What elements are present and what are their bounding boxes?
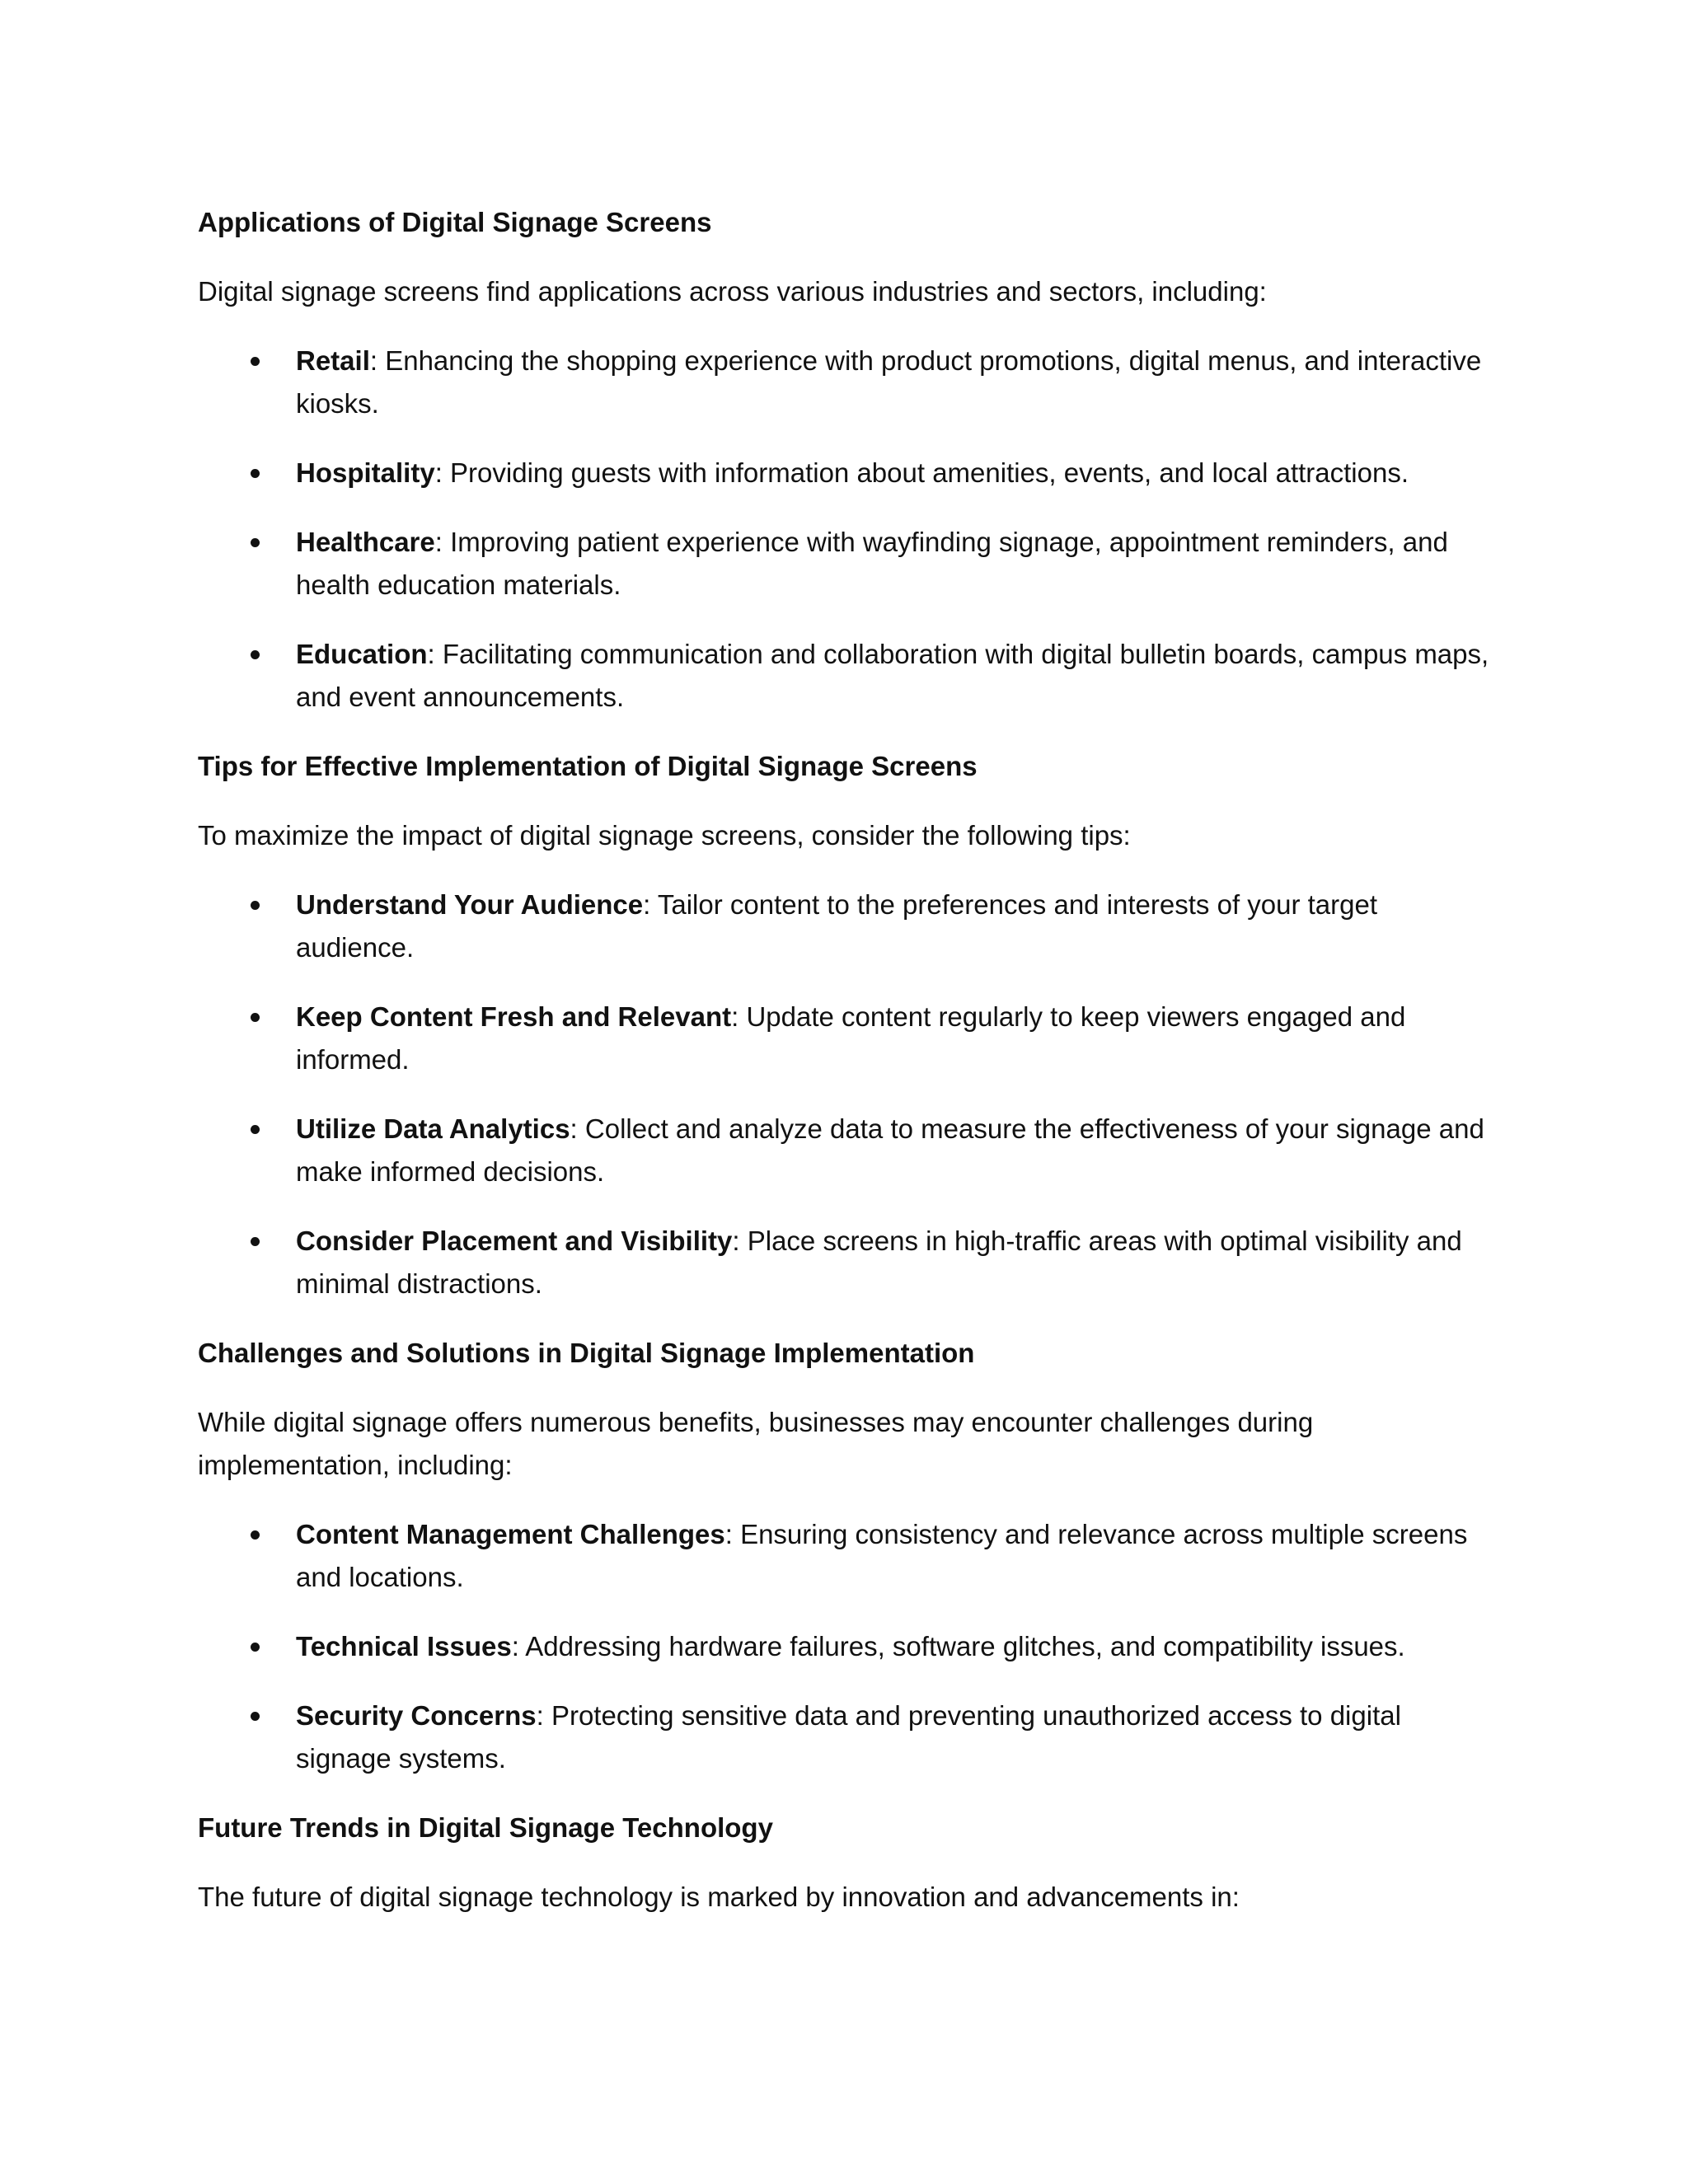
item-text: : Enhancing the shopping experience with product promotions, digital menus, and interactive kiosks. [296, 345, 1482, 419]
bullet-list [198, 340, 1500, 719]
list-item [296, 521, 1500, 607]
bullet-icon [251, 1712, 260, 1721]
section-heading: Challenges and Solutions in Digital Signage Implementation [198, 1338, 975, 1368]
item-text: : Addressing hardware failures, software glitches, and compatibility issues. [511, 1631, 1405, 1661]
item-term: Retail [296, 345, 370, 376]
section-heading: Tips for Effective Implementation of Digital Signage Screens [198, 751, 978, 781]
item-text: : Ensuring consistency and relevance across multiple screens and locations. [296, 1519, 1468, 1592]
item-text: : Protecting sensitive data and preventing unauthorized access to digital signage systems. [296, 1700, 1401, 1774]
item-term: Consider Placement and Visibility [296, 1226, 733, 1256]
bullet-icon [251, 1643, 260, 1652]
item-term: Healthcare [296, 527, 435, 557]
section-intro: To maximize the impact of digital signage screens, consider the following tips: [198, 820, 1131, 851]
item-term: Education [296, 639, 428, 669]
bullet-icon [251, 538, 260, 547]
list-item [296, 633, 1500, 719]
item-term: Keep Content Fresh and Relevant [296, 1001, 732, 1032]
item-text: : Update content regularly to keep viewers engaged and informed. [296, 1001, 1406, 1075]
list-item [296, 1513, 1500, 1599]
item-term: Technical Issues [296, 1631, 512, 1661]
item-term: Hospitality [296, 457, 435, 488]
section-intro: Digital signage screens find applications across various industries and sectors, including: [198, 276, 1267, 307]
section-intro: The future of digital signage technology is marked by innovation and advancements in: [198, 1882, 1240, 1912]
bullet-icon [251, 1237, 260, 1246]
list-item [296, 1625, 1500, 1668]
bullet-icon [251, 901, 260, 910]
list-item [296, 1694, 1500, 1780]
item-text: : Facilitating communication and collaboration with digital bulletin boards, campus maps, and event announcements. [296, 639, 1489, 712]
item-text: : Providing guests with information about amenities, events, and local attractions. [434, 457, 1409, 488]
list-item [296, 340, 1500, 425]
section-heading: Applications of Digital Signage Screens [198, 207, 712, 237]
item-text: : Place screens in high-traffic areas with optimal visibility and minimal distractions. [296, 1226, 1462, 1299]
list-item [296, 883, 1500, 969]
section-intro: While digital signage offers numerous benefits, businesses may encounter challenges during implementation, including: [198, 1407, 1314, 1480]
bullet-icon [251, 1125, 260, 1134]
bullet-icon [251, 1530, 260, 1540]
bullet-list [198, 883, 1500, 1305]
item-text: : Collect and analyze data to measure the effectiveness of your signage and make informed decisions. [296, 1113, 1484, 1187]
item-text: : Improving patient experience with wayfinding signage, appointment reminders, and health education materials. [296, 527, 1448, 600]
list-item [296, 1220, 1500, 1305]
bullet-icon [251, 469, 260, 478]
item-term: Security Concerns [296, 1700, 537, 1731]
document-page [198, 201, 1500, 1945]
item-text: : Tailor content to the preferences and interests of your target audience. [296, 889, 1378, 963]
list-item [296, 1108, 1500, 1193]
item-term: Content Management Challenges [296, 1519, 725, 1549]
item-term: Understand Your Audience [296, 889, 644, 920]
bullet-list [198, 1513, 1500, 1780]
item-term: Utilize Data Analytics [296, 1113, 570, 1144]
list-item [296, 452, 1500, 494]
list-item [296, 996, 1500, 1081]
bullet-icon [251, 650, 260, 659]
bullet-icon [251, 1013, 260, 1022]
section-heading: Future Trends in Digital Signage Technology [198, 1812, 773, 1843]
bullet-icon [251, 357, 260, 366]
